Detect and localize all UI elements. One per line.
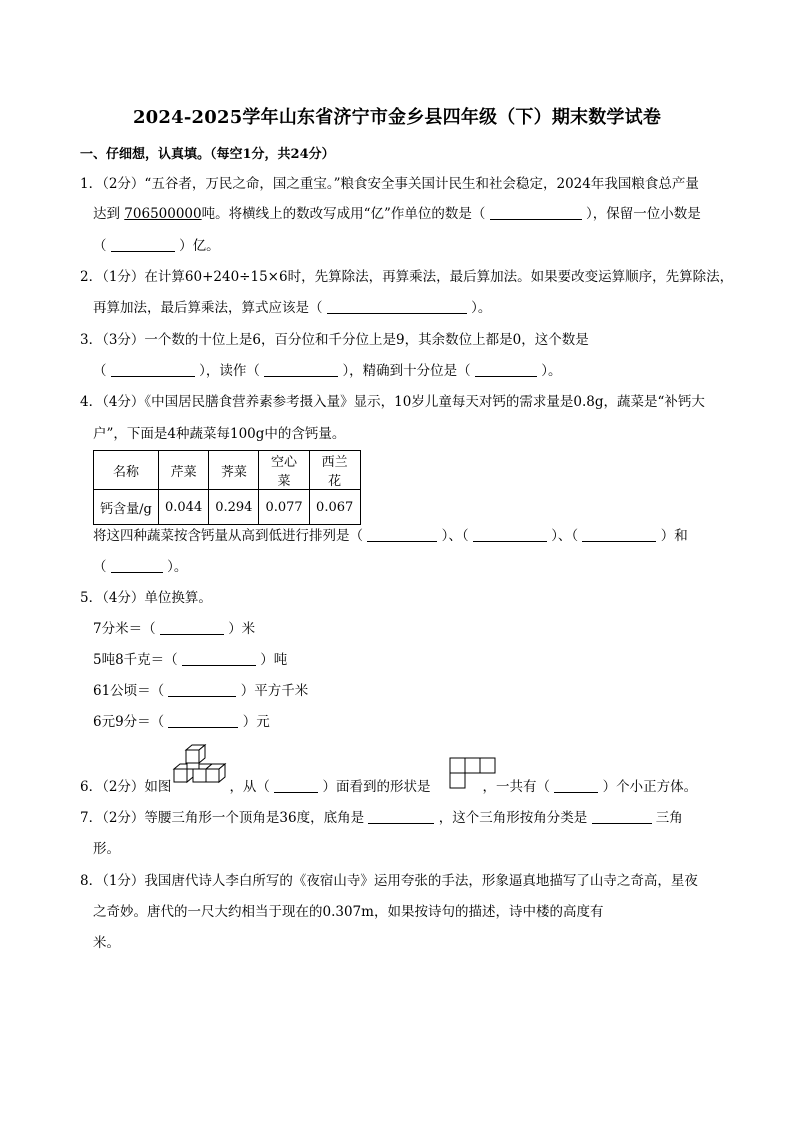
table-cell: 钙含量/g: [94, 490, 159, 525]
q5-blank-2[interactable]: [182, 651, 256, 666]
q5-line1: 5．（4分）单位换算。: [80, 590, 212, 606]
q6-text-e: ）个小正方体。: [602, 779, 698, 795]
q3-blank-2[interactable]: [264, 362, 338, 377]
q1-line2: [93, 204, 733, 224]
table-cell: 芹菜: [159, 451, 209, 490]
q5-text: ）吨: [260, 652, 288, 668]
q4-line4: [93, 557, 733, 577]
q5-conv-d: [93, 712, 733, 732]
q4-text-d: ）和: [660, 528, 688, 544]
q5-blank-3[interactable]: [168, 682, 236, 697]
q6-text-b: ，从（: [229, 779, 270, 795]
q3-blank-3[interactable]: [475, 362, 537, 377]
q2-line2: [93, 298, 733, 318]
q3-text-d: ）。: [541, 363, 562, 379]
table-header-row: [94, 451, 361, 490]
q4-blank-2[interactable]: [473, 527, 547, 542]
q1-blank-1[interactable]: [490, 205, 582, 220]
q4-blank-1[interactable]: [367, 527, 437, 542]
q1-text-b: 吨。将横线上的数改写成用“亿”作单位的数是（: [201, 206, 486, 222]
q1-text-e: ）亿。: [179, 238, 220, 254]
q1-text-d: （: [93, 238, 107, 254]
q5-blank-4[interactable]: [168, 713, 238, 728]
q3-text-c: ），精确到十分位是（: [342, 363, 471, 379]
q5-text: ）平方千米: [240, 683, 309, 699]
table-cell: 名称: [94, 451, 159, 490]
q5-text: ）米: [228, 621, 256, 637]
q2-blank[interactable]: [327, 299, 467, 314]
q5-blank-1[interactable]: [160, 620, 224, 635]
q5-text: ）元: [242, 714, 270, 730]
q4-blank-4[interactable]: [111, 558, 163, 573]
calcium-table: [93, 450, 361, 525]
q4-line2: 户”，下面是4种蔬菜每100g中的含钙量。: [93, 426, 346, 442]
q1-line3: [93, 236, 733, 256]
q8-line2: 之奇妙。唐代的一尺大约相当于现在的0.307m，如果按诗句的描述，诗中楼的高度有: [93, 904, 604, 920]
q4-text-f: ）。: [167, 559, 188, 575]
q6-text-c: ）面看到的形状是: [322, 779, 431, 795]
q4-text-c: ）、（: [551, 528, 579, 544]
q4-text-a: 将这四种蔬菜按含钙量从高到低进行排列是（: [93, 528, 363, 544]
q3-text-b: ），读作（: [199, 363, 260, 379]
q3-text-a: （: [93, 363, 107, 379]
q4-line3: [93, 526, 733, 546]
cube-stack-figure: [172, 744, 236, 786]
q7-text-a: 7．（2分）等腰三角形一个顶角是36度，底角是: [80, 810, 365, 826]
q6-text-d: ，一共有（: [482, 779, 551, 795]
q3-blank-1[interactable]: [111, 362, 195, 377]
q6-blank-2[interactable]: [554, 778, 598, 793]
q2-text-a: 再算加法，最后算乘法，算式应该是（: [93, 300, 323, 316]
view-shape-figure: [449, 757, 497, 791]
q6-blank-1[interactable]: [274, 778, 318, 793]
q1-text-a: 达到: [93, 206, 120, 222]
q5-conv-a: [93, 619, 733, 639]
table-cell: 西兰花: [309, 451, 360, 490]
q7-line1: [80, 808, 720, 828]
table-cell: 0.044: [159, 490, 209, 525]
table-cell: 0.067: [309, 490, 360, 525]
q8-line1: 8．（1分）我国唐代诗人李白所写的《夜宿山寺》运用夸张的手法，形象逼真地描写了山寺之奇高，星夜: [80, 873, 698, 889]
q1-blank-2[interactable]: [111, 237, 175, 252]
q5-conv-b: [93, 650, 733, 670]
q5-conv-c: [93, 681, 733, 701]
section-heading: 一、仔细想，认真填。（每空1分，共24分）: [80, 147, 335, 162]
q2-text-b: ）。: [471, 300, 492, 316]
q7-blank-1[interactable]: [368, 809, 434, 824]
table-cell: 空心菜: [259, 451, 309, 490]
q8-line3: 米。: [93, 935, 120, 951]
q7-blank-2[interactable]: [592, 809, 652, 824]
q1-text-c: ），保留一位小数是: [586, 206, 701, 222]
q6-text-a: 6．（2分）如图: [80, 779, 172, 795]
q1-number: 706500000: [124, 206, 202, 222]
q7-text-b: ，这个三角形按角分类是: [438, 810, 588, 826]
q3-line2: [93, 361, 733, 381]
q4-text-e: （: [93, 559, 107, 575]
q1-line1: 1．（2分）“五谷者，万民之命，国之重宝。”粮食安全事关国计民生和社会稳定，2024年我国粮食总产量: [80, 176, 699, 192]
q5-text: 61公顷＝（: [93, 683, 165, 699]
q5-text: 7分米＝（: [93, 621, 156, 637]
table-cell: 0.294: [209, 490, 259, 525]
q7-text-c: 三角: [655, 810, 683, 826]
table-row: [94, 490, 361, 525]
q5-text: 5吨8千克＝（: [93, 652, 178, 668]
q4-text-b: ）、（: [441, 528, 469, 544]
table-cell: 荠菜: [209, 451, 259, 490]
q4-line1: 4．（4分）《中国居民膳食营养素参考摄入量》显示，10岁儿童每天对钙的需求量是0.8g，蔬菜是“补钙大: [80, 394, 705, 410]
q5-text: 6元9分＝（: [93, 714, 165, 730]
table-cell: 0.077: [259, 490, 309, 525]
q7-line2: 形。: [93, 841, 120, 857]
q2-line1: 2．（1分）在计算60+240÷15×6时，先算除法，再算乘法，最后算加法。如果要改变运算顺序，先算除法，: [80, 269, 734, 285]
exam-title: 2024-2025学年山东省济宁市金乡县四年级（下）期末数学试卷: [132, 107, 662, 128]
q3-line1: 3．（3分）一个数的十位上是6，百分位和千分位上是9，其余数位上都是0，这个数是: [80, 332, 589, 348]
q4-blank-3[interactable]: [582, 527, 656, 542]
